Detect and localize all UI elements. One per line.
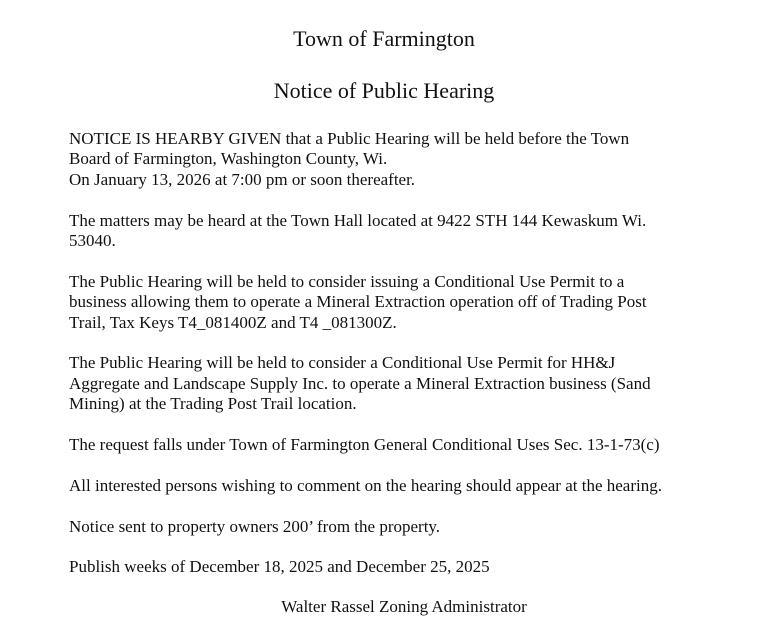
- paragraph-permit-business: [69, 272, 709, 333]
- paragraph-line: business allowing them to operate a Mineral Extraction operation off of Trading Post: [69, 292, 647, 312]
- paragraph-line: NOTICE IS HEARBY GIVEN that a Public Hearing will be held before the Town: [69, 129, 630, 148]
- paragraph-line: Publish weeks of December 18, 2025 and December 25, 2025: [69, 557, 490, 577]
- paragraph-line: The matters may be heard at the Town Hall located at 9422 STH 144 Kewaskum Wi.: [69, 210, 647, 230]
- paragraph-publish: [69, 557, 709, 577]
- paragraph-line: The request falls under Town of Farmington General Conditional Uses Sec. 13-1-73(c): [69, 435, 660, 455]
- paragraph-location: [69, 211, 709, 252]
- paragraph-line: 53040.: [69, 231, 116, 251]
- document-title: Town of Farmington: [293, 26, 475, 51]
- signature: Walter Rassel Zoning Administrator: [281, 597, 527, 616]
- paragraph-line: The Public Hearing will be held to consider a Conditional Use Permit for HH&J: [69, 353, 616, 373]
- paragraph-line: Trail, Tax Keys T4_081400Z and T4 _081300Z.: [69, 312, 397, 332]
- paragraph-line: All interested persons wishing to comment on the hearing should appear at the hearing.: [69, 475, 662, 495]
- notice-body: [69, 129, 709, 598]
- paragraph-line: Board of Farmington, Washington County, Wi.: [69, 149, 388, 169]
- paragraph-line: Notice sent to property owners 200’ from the property.: [69, 516, 441, 536]
- paragraph-line: Mining) at the Trading Post Trail location.: [69, 394, 357, 414]
- document-subtitle: Notice of Public Hearing: [273, 78, 495, 103]
- paragraph-notice-sent: [69, 517, 709, 537]
- paragraph-request: [69, 435, 709, 455]
- paragraph-line: On January 13, 2026 at 7:00 pm or soon thereafter.: [69, 169, 416, 189]
- paragraph-line: Aggregate and Landscape Supply Inc. to operate a Mineral Extraction business (Sand: [69, 373, 651, 393]
- paragraph-notice: [69, 129, 709, 190]
- paragraph-line: The Public Hearing will be held to consider issuing a Conditional Use Permit to a: [69, 271, 625, 291]
- paragraph-interested-persons: [69, 476, 709, 496]
- paragraph-permit-hhj: [69, 353, 709, 414]
